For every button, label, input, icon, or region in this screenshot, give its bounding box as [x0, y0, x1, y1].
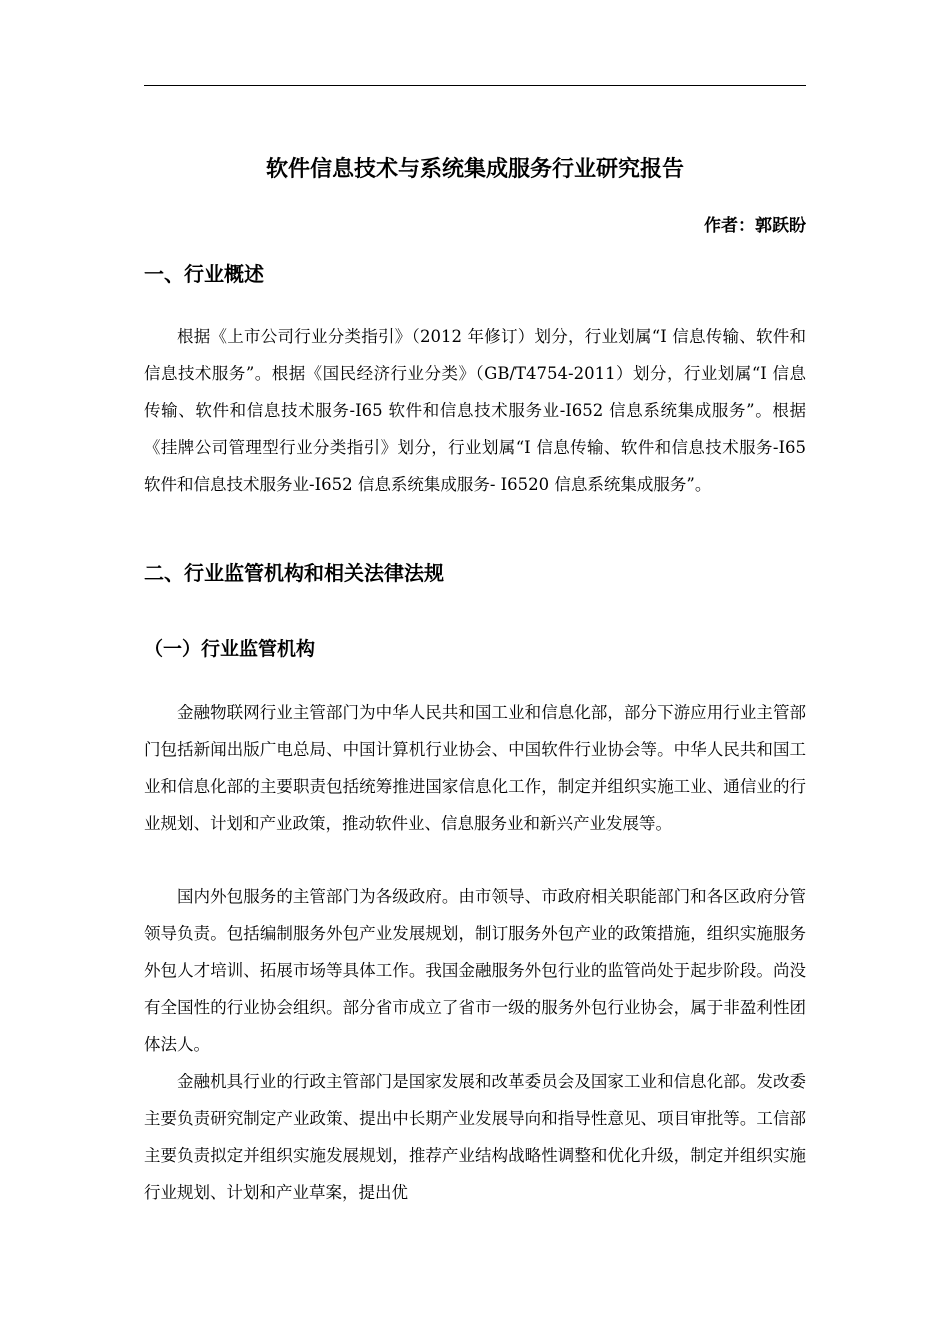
regulators-paragraph-2: 国内外包服务的主管部门为各级政府。由市领导、市政府相关职能部门和各区政府分管领导负责。包括编制服务外包产业发展规划，制订服务外包产业的政策措施，组织实施服务外包人才培训、拓展市场等具体工作。我国金融服务外包行业的监管尚处于起步阶段。尚没有全国性的行业协会组织。部分省市成立了省市一级的服务外包行业协会，属于非盈利性团体法人。: [144, 887, 806, 1054]
section-heading-overview: 一、行业概述: [144, 262, 264, 286]
header-rule: [144, 85, 806, 86]
regulators-paragraph-3: 金融机具行业的行政主管部门是国家发展和改革委员会及国家工业和信息化部。发改委主要负责研究制定产业政策、提出中长期产业发展导向和指导性意见、项目审批等。工信部主要负责拟定并组织实施发展规划，推荐产业结构战略性调整和优化升级，制定并组织实施行业规划、计划和产业草案，提出优: [144, 1072, 806, 1202]
overview-paragraph: 根据《上市公司行业分类指引》（2012 年修订）划分，行业划属“I 信息传输、软件和信息技术服务”。根据《国民经济行业分类》（GB/T4754-2011）划分，行业划属“I 信息传输、软件和信息技术服务-I65 软件和信息技术服务业-I652 信息系统集成服务”。根据《挂牌公司管理型行业分类指引》划分，行业划属“I 信息传输、软件和信息技术服务-I65 软件和信息技术服务业-I652 信息系统集成服务- I6520 信息系统集成服务”。: [144, 327, 806, 494]
document-author: 作者：郭跃盼: [704, 216, 806, 236]
regulators-paragraph-1: 金融物联网行业主管部门为中华人民共和国工业和信息化部，部分下游应用行业主管部门包括新闻出版广电总局、中国计算机行业协会、中国软件行业协会等。中华人民共和国工业和信息化部的主要职责包括统筹推进国家信息化工作，制定并组织实施工业、通信业的行业规划、计划和产业政策，推动软件业、信息服务业和新兴产业发展等。: [144, 703, 806, 833]
document-title: 软件信息技术与系统集成服务行业研究报告: [265, 157, 684, 182]
subsection-heading-regulators: （一）行业监管机构: [144, 638, 316, 660]
section-heading-regulation: 二、行业监管机构和相关法律法规: [144, 561, 444, 585]
